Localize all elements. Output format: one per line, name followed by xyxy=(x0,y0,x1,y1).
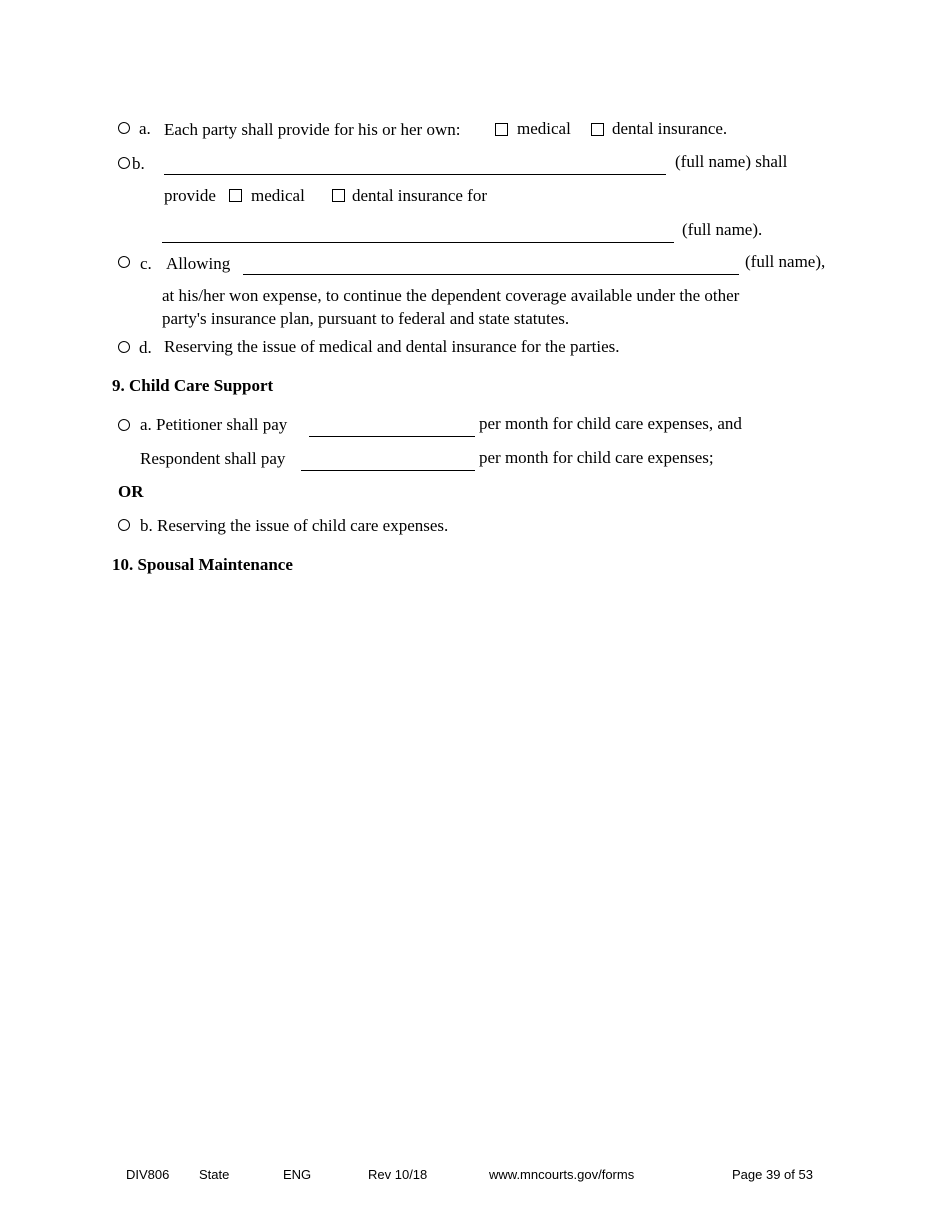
footer-state: State xyxy=(199,1167,230,1182)
option-b-dental-label: dental insurance for xyxy=(352,186,487,205)
petitioner-amount-field[interactable] xyxy=(309,422,475,437)
option-b-full-name-shall-text: (full name) shall xyxy=(675,152,788,171)
respondent-amount-field[interactable] xyxy=(301,456,475,471)
option-b-medical-checkbox[interactable] xyxy=(229,189,242,202)
option-c-allowing-text: Allowing xyxy=(166,254,231,273)
insurance-option-d-radio[interactable] xyxy=(118,341,130,353)
footer-url[interactable]: www.mncourts.gov/forms xyxy=(489,1167,635,1182)
option-c-description-line1: at his/her won expense, to continue the dependent coverage available under the other xyxy=(162,286,740,305)
or-separator: OR xyxy=(118,482,144,501)
footer-form-id: DIV806 xyxy=(126,1167,170,1182)
insurance-option-c-radio[interactable] xyxy=(118,256,130,268)
insurance-option-c-label: c. xyxy=(140,254,152,273)
respondent-pay-label: Respondent shall pay xyxy=(140,449,286,468)
insurance-option-b-label: b. xyxy=(132,154,145,173)
insurance-option-b-radio[interactable] xyxy=(118,157,130,169)
option-b-provide-text: provide xyxy=(164,186,216,205)
insurance-option-a-radio[interactable] xyxy=(118,122,130,134)
option-b-full-name-end-text: (full name). xyxy=(682,220,763,239)
option-a-medical-label: medical xyxy=(517,119,571,138)
option-b-dental-checkbox[interactable] xyxy=(332,189,345,202)
option-b-provider-name-field[interactable] xyxy=(164,160,666,175)
footer-page-number: Page 39 of 53 xyxy=(732,1167,813,1182)
option-a-medical-checkbox[interactable] xyxy=(495,123,508,136)
child-care-option-b-radio[interactable] xyxy=(118,519,130,531)
option-c-description-line2: party's insurance plan, pursuant to federal and state statutes. xyxy=(162,309,570,328)
insurance-option-a-label: a. xyxy=(139,119,151,138)
option-a-dental-checkbox[interactable] xyxy=(591,123,604,136)
option-a-dental-label: dental insurance. xyxy=(612,119,728,138)
child-care-heading: 9. Child Care Support xyxy=(112,376,274,395)
option-b-medical-label: medical xyxy=(251,186,305,205)
footer-revision: Rev 10/18 xyxy=(368,1167,428,1182)
petitioner-amount-suffix: per month for child care expenses, and xyxy=(479,414,742,433)
spousal-maintenance-heading: 10. Spousal Maintenance xyxy=(112,555,293,574)
insurance-option-d-label: d. xyxy=(139,338,152,357)
child-care-option-b-text: b. Reserving the issue of child care expenses. xyxy=(140,516,449,535)
child-care-option-a-radio[interactable] xyxy=(118,419,130,431)
option-c-full-name-text: (full name), xyxy=(745,252,826,271)
option-d-text: Reserving the issue of medical and dental insurance for the parties. xyxy=(164,337,620,356)
child-care-option-a-label: a. Petitioner shall pay xyxy=(140,415,288,434)
insurance-option-a-text: Each party shall provide for his or her own: xyxy=(164,120,461,139)
option-b-beneficiary-name-field[interactable] xyxy=(162,228,674,243)
footer-language: ENG xyxy=(283,1167,312,1182)
option-c-name-field[interactable] xyxy=(243,260,739,275)
respondent-amount-suffix: per month for child care expenses; xyxy=(479,448,714,467)
